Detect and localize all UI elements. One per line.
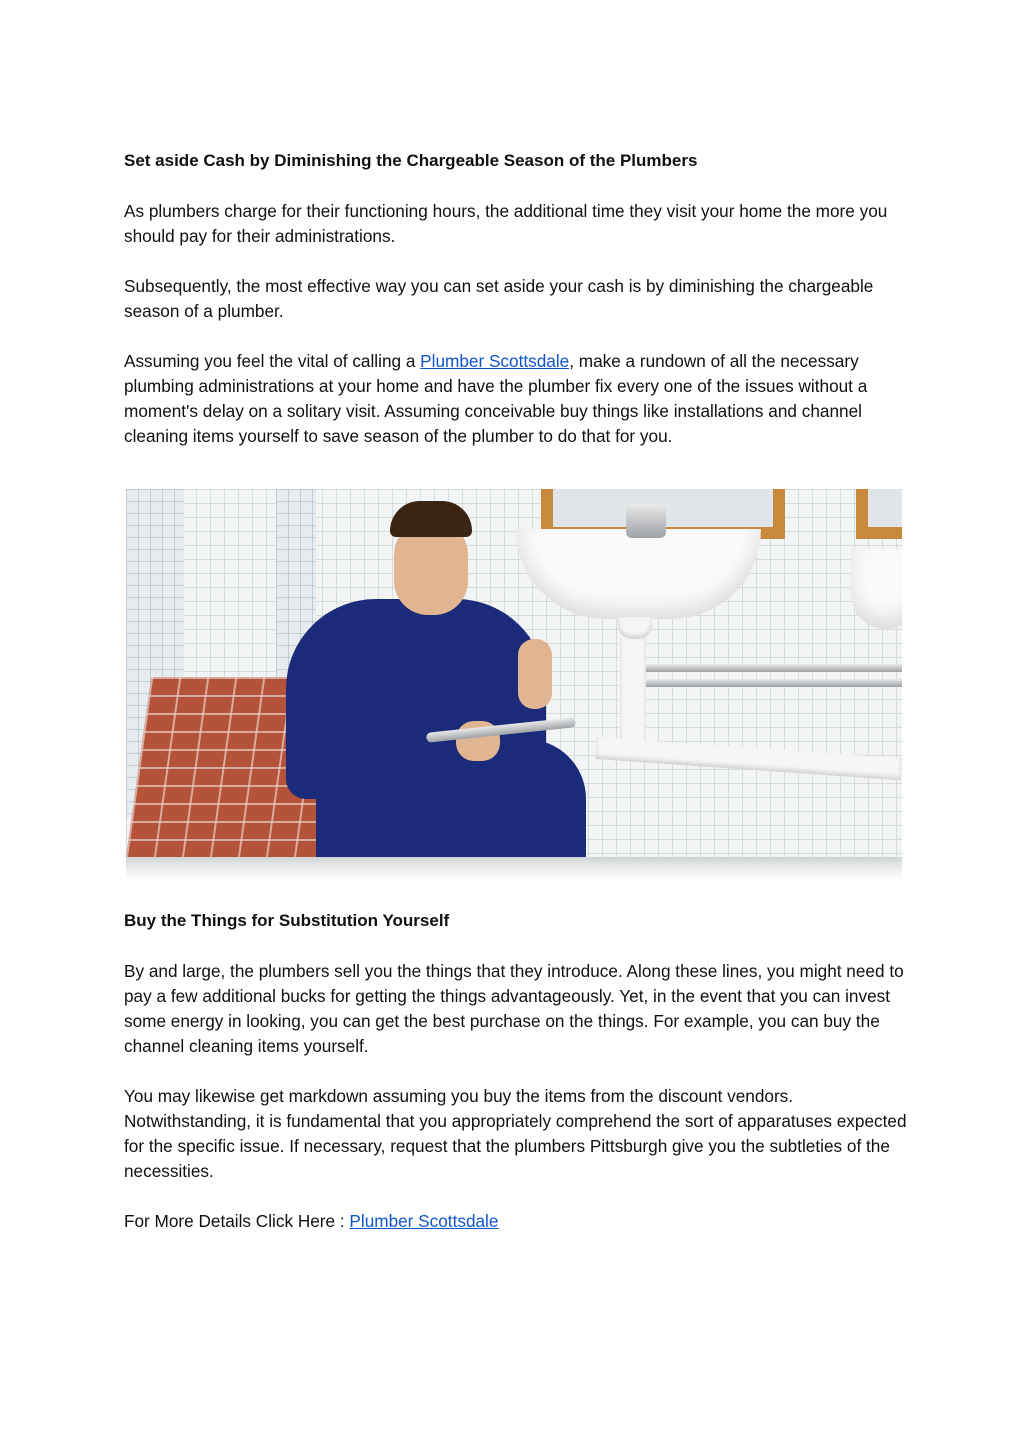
photo-drain-pipe	[620, 639, 646, 749]
photo-chrome-pipe-lower	[646, 679, 902, 687]
photo-drain-top	[618, 617, 652, 639]
paragraph-assuming-calling	[124, 349, 914, 449]
plumber-scottsdale-link[interactable]: Plumber Scottsdale	[420, 351, 570, 371]
section-heading-buy-things: Buy the Things for Substitution Yourself	[124, 911, 450, 930]
paragraph-text-after-link: , make a rundown of all the necessary plumbing administrations at your home and have the plumber fix every one of the issues without a moment's delay on a solitary visit. Assuming conceivable buy things like installations and channel cleaning items yourself to save season of the plumber to do that for you.	[124, 351, 868, 446]
photo-plumber-hair	[390, 501, 472, 537]
photo-plumber-thumbs-up	[518, 639, 552, 709]
paragraph-by-and-large: By and large, the plumbers sell you the things that they introduce. Along these lines, you might need to pay a few additional bucks for getting the things advantageously. Yet, in the event that you can invest some energy in looking, you can get the best purchase on the things. For example, you can buy the channel cleaning items yourself.	[124, 961, 904, 1056]
document-content	[124, 149, 914, 1234]
more-details-label: For More Details Click Here :	[124, 1211, 350, 1231]
paragraph-more-details	[124, 1209, 914, 1234]
paragraph-subsequently: Subsequently, the most effective way you can set aside your cash is by diminishing the chargeable season of a plumber.	[124, 276, 874, 321]
paragraph-plumbers-charge: As plumbers charge for their functioning hours, the additional time they visit your home the more you should pay for their administrations.	[124, 201, 888, 246]
photo-sink-right	[851, 549, 902, 629]
section-heading-save-cash: Set aside Cash by Diminishing the Chargeable Season of the Plumbers	[124, 151, 698, 170]
plumber-scottsdale-footer-link[interactable]: Plumber Scottsdale	[349, 1211, 499, 1231]
paragraph-text-before-link: Assuming you feel the vital of calling a	[124, 351, 421, 371]
plumber-photo	[126, 489, 902, 857]
paragraph-markdown: You may likewise get markdown assuming you buy the items from the discount vendors. Notwithstanding, it is fundamental that you appropriately comprehend the sort of apparatuses expected for the specific issue. If necessary, request that the plumbers Pittsburgh give you the subtleties of the necessities.	[124, 1086, 907, 1181]
photo-mirror-frame-right	[856, 489, 902, 539]
photo-faucet	[626, 504, 666, 538]
photo-plumber-legs	[316, 739, 586, 857]
photo-chrome-pipe-upper	[646, 664, 902, 672]
photo-shadow	[126, 857, 902, 881]
